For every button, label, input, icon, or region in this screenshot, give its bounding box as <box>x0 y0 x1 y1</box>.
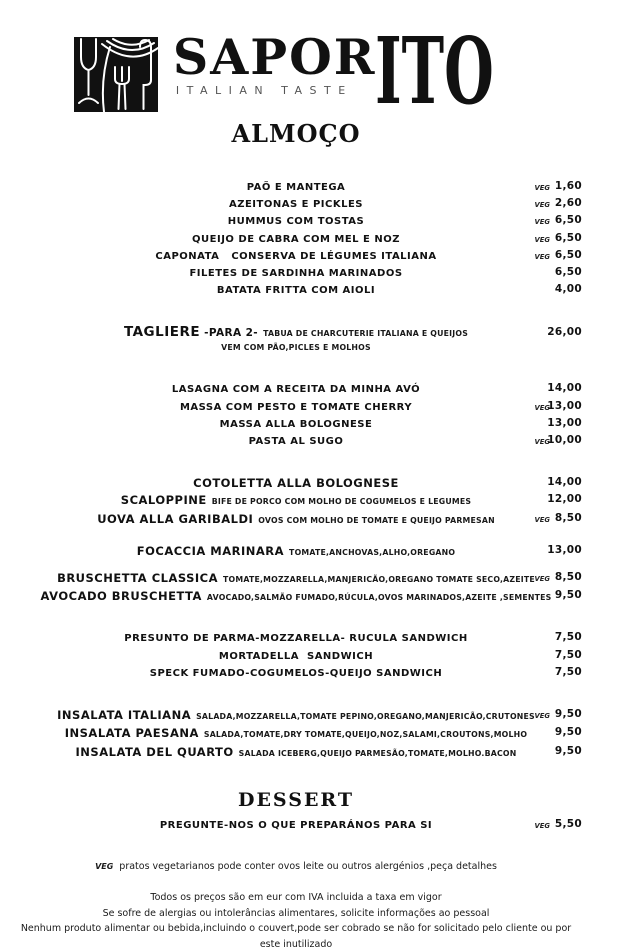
item-price: 7,50 <box>554 666 582 679</box>
footer-line-prices: Todos os preços são em eur com IVA incluida a taxa em vigor <box>150 892 442 904</box>
menu-item <box>10 587 582 605</box>
item-name: LASAGNA COM A RECEITA DA MINHA AVÓ <box>171 384 421 396</box>
section-sandwiches <box>10 629 582 681</box>
veg-marker: VEG <box>534 201 550 210</box>
menu-item <box>10 230 582 247</box>
item-name: UOVA ALLA GARIBALDI <box>97 511 254 526</box>
item-subnote: VEM COM PÃO,PICLES E MOLHOS <box>221 343 371 353</box>
menu-item <box>10 542 582 560</box>
footer <box>10 890 582 952</box>
menu-item <box>10 432 582 449</box>
dessert-section <box>0 816 640 833</box>
item-price: 8,50 <box>554 571 582 584</box>
item-price: 26,00 <box>547 326 582 339</box>
section-salads <box>10 706 582 762</box>
item-description: SALADA,TOMATE,DRY TOMATE,QUEIJO,NOZ,SALAMI,CROUTONS,MOLHO <box>203 730 528 740</box>
veg-marker: VEG <box>534 515 550 524</box>
item-name: CAPONATA CONSERVA DE LÉGUMES ITALIANA <box>155 250 437 262</box>
section-tagliere <box>10 323 582 353</box>
item-description: TOMATE,ANCHOVAS,ALHO,OREGANO <box>289 547 456 557</box>
item-name: BATATA FRITTA COM AIOLI <box>216 285 376 297</box>
item-price: 14,00 <box>547 382 582 395</box>
section-pasta <box>10 380 582 449</box>
item-name: TAGLIERE <box>123 324 201 341</box>
veg-marker: VEG <box>534 252 550 261</box>
veg-marker: VEG <box>534 822 550 831</box>
footer-line-allergies: Se sofre de alergias ou intolerâncias alimentares, solicite informações ao pessoal <box>102 907 490 919</box>
item-price: 2,60 <box>554 197 582 210</box>
menu-item <box>10 415 582 432</box>
item-price: 12,00 <box>547 493 582 506</box>
item-serving: -PARA 2- <box>204 327 259 340</box>
item-description: SALADA ICEBERG,QUEIJO PARMESÃO,TOMATE,MOLHO.BACON <box>238 748 517 758</box>
veg-note <box>10 861 582 872</box>
item-price: 5,50 <box>554 818 582 831</box>
item-description: TOMATE,MOZZARELLA,MANJERICÃO,OREGANO TOMATE SECO,AZEITE <box>223 575 535 585</box>
item-price: 14,00 <box>547 476 582 489</box>
menu-item <box>10 629 582 646</box>
item-name: HUMMUS COM TOSTAS <box>227 216 365 228</box>
menu-item <box>10 724 582 743</box>
section-secondi <box>10 474 582 528</box>
item-price: 4,00 <box>554 283 582 296</box>
item-price: 6,50 <box>554 214 582 227</box>
veg-marker: VEG <box>534 235 550 244</box>
item-price: 9,50 <box>554 726 582 739</box>
item-price: 7,50 <box>554 648 582 661</box>
menu-item <box>10 491 582 509</box>
item-name: PAÕ E MANTEGA <box>246 182 346 193</box>
menu-item <box>10 647 582 664</box>
item-price: 7,50 <box>554 631 582 644</box>
item-description: BIFE DE PORCO COM MOLHO DE COGUMELOS E LEGUMES <box>211 497 472 507</box>
menu-item <box>10 323 582 353</box>
menu-title: ALMOÇO <box>231 119 361 148</box>
item-description: OVOS COM MOLHO DE TOMATE E QUEIJO PARMESAN <box>258 515 495 525</box>
item-name: MORTADELLA SANDWICH <box>218 650 374 662</box>
item-price: 9,50 <box>554 707 582 720</box>
section-dessert-item <box>10 816 582 833</box>
veg-marker: VEG <box>95 862 114 872</box>
menu-item <box>10 178 582 195</box>
item-name: INSALATA DEL QUARTO <box>75 744 234 759</box>
menu-item <box>10 398 582 415</box>
item-price: 13,00 <box>547 416 582 429</box>
menu-item <box>10 569 582 587</box>
item-name: SPECK FUMADO-COGUMELOS-QUEIJO SANDWICH <box>149 668 443 680</box>
veg-note-text: pratos vegetarianos pode conter ovos leite ou outros alergénios ,peça detalhes <box>119 861 497 873</box>
logo-text <box>172 17 566 125</box>
menu-item <box>10 816 582 833</box>
item-price: 9,50 <box>554 744 582 757</box>
item-name: FOCACCIA MARINARA <box>136 543 285 558</box>
item-name: MASSA ALLA BOLOGNESE <box>219 418 373 430</box>
item-name: COTOLETTA ALLA BOLOGNESE <box>193 476 399 491</box>
veg-marker: VEG <box>534 575 550 584</box>
item-name: SCALOPPINE <box>120 493 207 508</box>
veg-marker: VEG <box>534 184 550 192</box>
section-bruschetta <box>10 569 582 605</box>
brand-name-main: SAPOR <box>172 28 377 86</box>
item-name: AZEITONAS E PICKLES <box>228 199 363 211</box>
veg-marker: VEG <box>534 438 550 447</box>
item-price: 6,50 <box>554 248 582 261</box>
item-price: 9,50 <box>554 589 582 602</box>
veg-marker: VEG <box>534 218 550 227</box>
menu-item <box>10 195 582 212</box>
item-price: 13,00 <box>547 399 582 412</box>
item-name: AVOCADO BRUSCHETTA <box>40 589 202 604</box>
item-name: FILETES DE SARDINHA MARINADOS <box>189 268 403 280</box>
section-starters <box>10 178 582 298</box>
item-name: PREGUNTE-NOS O QUE PREPARÁNOS PARA SI <box>159 820 433 832</box>
menu-item <box>10 264 582 281</box>
item-description: AVOCADO,SALMÃO FUMADO,RÚCULA,OVOS MARINADOS,AZEITE ,SEMENTES <box>206 593 552 603</box>
item-name: INSALATA ITALIANA <box>57 707 192 722</box>
item-price: 6,50 <box>554 231 582 244</box>
logo-mark-icon <box>74 37 158 112</box>
item-name: QUEIJO DE CABRA COM MEL E NOZ <box>192 233 400 245</box>
restaurant-logo <box>0 0 640 125</box>
menu-item <box>10 510 582 528</box>
item-name: BRUSCHETTA CLASSICA <box>57 571 219 586</box>
menu-item <box>10 664 582 681</box>
item-price: 6,50 <box>554 266 582 279</box>
item-price: 13,00 <box>547 543 582 556</box>
item-price: 1,60 <box>554 180 582 192</box>
menu-item <box>10 212 582 229</box>
item-price: 8,50 <box>554 511 582 524</box>
brand-tagline: ITALIAN TASTE <box>175 84 353 98</box>
menu-item <box>10 380 582 397</box>
menu-item <box>10 474 582 491</box>
footer-line-couvert: Nenhum produto alimentar ou bebida,incluindo o couvert,pode ser cobrado se não for solicitado pelo cliente ou por este inutilizado <box>20 923 572 950</box>
menu-item <box>10 281 582 298</box>
menu-sections <box>0 178 640 761</box>
item-name: MASSA COM PESTO E TOMATE CHERRY <box>179 401 413 413</box>
veg-marker: VEG <box>534 403 550 412</box>
menu-item <box>10 743 582 762</box>
item-name: PASTA AL SUGO <box>248 436 344 448</box>
item-name: INSALATA PAESANA <box>64 726 199 741</box>
item-name: PRESUNTO DE PARMA-MOZZARELLA- RUCULA SANDWICH <box>124 633 468 645</box>
dessert-heading: DESSERT <box>237 789 355 812</box>
menu-item <box>10 706 582 725</box>
brand-name-suffix: ITO <box>374 17 494 125</box>
item-price: 10,00 <box>547 434 582 447</box>
section-focaccia <box>10 542 582 560</box>
item-description: TABUA DE CHARCUTERIE ITALIANA E QUEIJOS <box>263 329 469 339</box>
item-description: SALADA,MOZZARELLA,TOMATE PEPINO,OREGANO,MANJERICÃO,CRUTONES <box>196 711 535 721</box>
veg-marker: VEG <box>534 711 550 720</box>
menu-item <box>10 247 582 264</box>
